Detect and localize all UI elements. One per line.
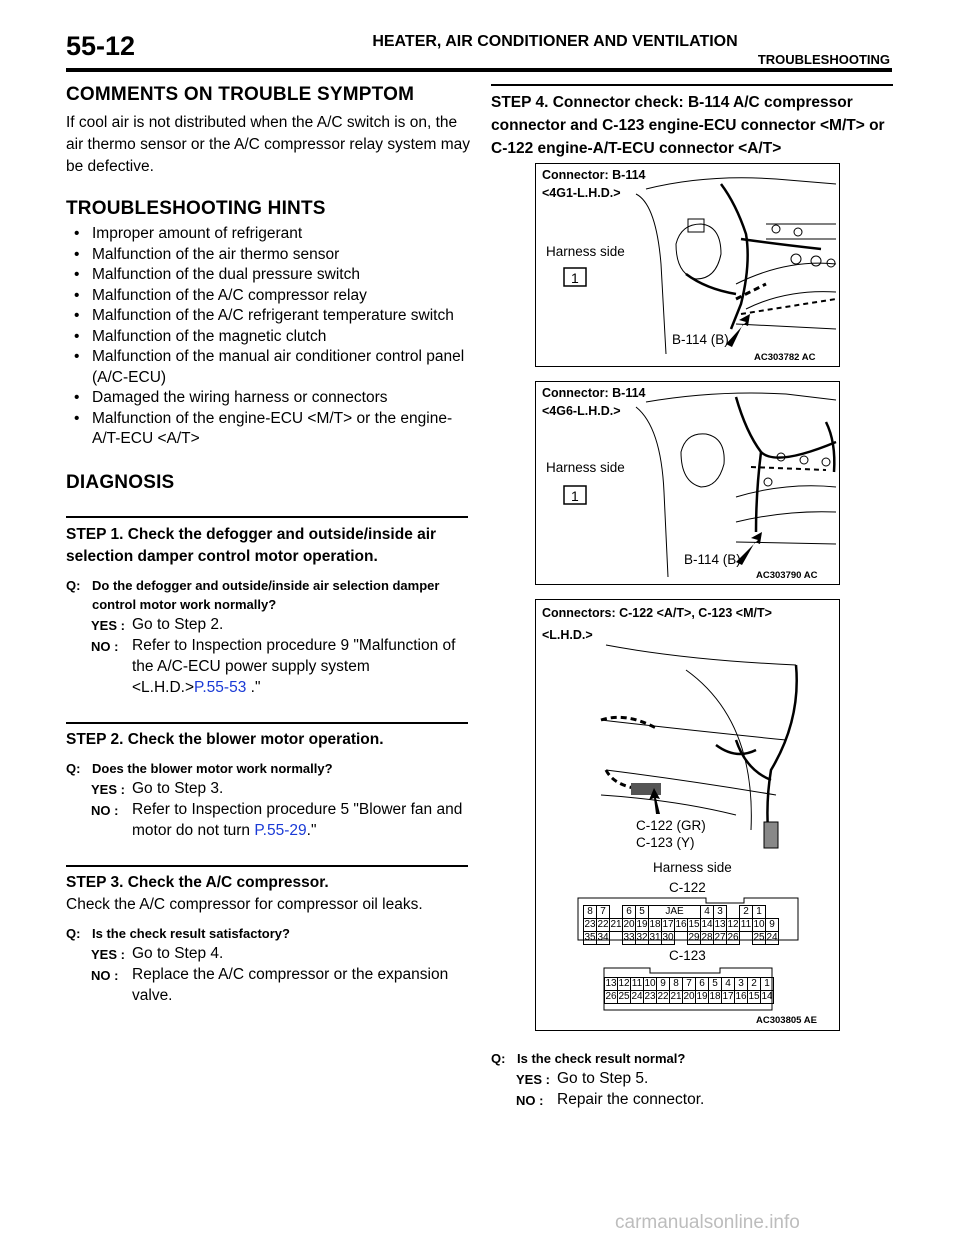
yes-text: Go to Step 4.	[132, 944, 224, 962]
comments-text: If cool air is not distributed when the A/C switch is on, the air thermo sensor or the A/C compressor relay system may be defective.	[66, 114, 470, 175]
yes-text: Go to Step 3.	[132, 779, 224, 797]
yes-text: Go to Step 5.	[557, 1070, 649, 1087]
dashboard-illustration	[536, 600, 839, 1030]
step2-rule	[66, 722, 468, 724]
step4-question	[491, 1049, 895, 1068]
step1-question	[66, 576, 470, 614]
step3-text: Check the A/C compressor for compressor oil leaks.	[66, 895, 423, 913]
section-title: HEATER, AIR CONDITIONER AND VENTILATION	[372, 33, 738, 50]
step4-yes	[491, 1068, 895, 1089]
list-item: • Malfunction of the magnetic clutch	[66, 327, 470, 348]
no-key: NO :	[91, 967, 119, 983]
c122-label: C-122	[669, 880, 706, 895]
svg-text:1: 1	[571, 488, 579, 504]
step4-title: STEP 4. Connector check: B-114 A/C compressor connector and C-123 engine-ECU connector <M/T> or C-122 engine-A/T-ECU connector <A/T>	[491, 94, 885, 157]
list-item: • Malfunction of the dual pressure switch	[66, 265, 470, 286]
step1-rule	[66, 516, 468, 518]
step1-no	[66, 635, 470, 698]
no-text: Refer to Inspection procedure 5 "Blower fan and motor do not turn	[132, 800, 463, 839]
no-key: NO :	[516, 1093, 544, 1108]
question-key: Q:	[66, 760, 81, 776]
question-text: Do the defogger and outside/inside air selection damper control motor work normally?	[92, 577, 440, 612]
c123-label: C-123	[669, 948, 706, 963]
list-item: • Malfunction of the A/C refrigerant temperature switch	[66, 306, 470, 327]
list-item: • Damaged the wiring harness or connectors	[66, 388, 470, 409]
question-text: Is the check result normal?	[517, 1051, 686, 1066]
step4-no	[491, 1089, 895, 1110]
list-item: • Malfunction of the engine-ECU <M/T> or the engine-A/T-ECU <A/T>	[66, 409, 470, 450]
step4-rule	[491, 84, 893, 86]
no-text: Repair the connector.	[557, 1091, 705, 1108]
section-subtitle: TROUBLESHOOTING	[757, 52, 890, 67]
yes-key: YES :	[91, 781, 125, 797]
step3-title: STEP 3. Check the A/C compressor.	[66, 873, 329, 891]
question-key: Q:	[491, 1051, 506, 1066]
step3-yes	[66, 943, 470, 964]
step2-question	[66, 759, 470, 778]
header-rule	[66, 68, 892, 72]
harness-label: Harness side	[653, 860, 732, 875]
step1-title: STEP 1. Check the defogger and outside/inside air selection damper control motor operation.	[66, 525, 437, 565]
step2-yes	[66, 778, 470, 799]
figure-code: AC303782 AC	[754, 352, 816, 363]
right-column	[491, 84, 895, 160]
variant-label: <4G1-L.H.D.>	[542, 186, 621, 200]
c122-pin-grid: 8 7 6 5 JAE 4 3 2 1 23 22 21 20 19 18 17 16 15 14 13 12 11 10 9 35 34 33 32 31 30 29 28 27 26 25 24	[584, 906, 778, 943]
left-column	[66, 84, 470, 1006]
no-text-end: ."	[246, 678, 261, 696]
connector-label: Connector: B-114	[542, 168, 646, 182]
diagnosis-heading: DIAGNOSIS	[66, 471, 175, 493]
variant-label: <L.H.D.>	[542, 628, 593, 642]
no-key: NO :	[91, 802, 119, 818]
connector-label: Connector: B-114	[542, 386, 646, 400]
question-text: Does the blower motor work normally?	[92, 760, 333, 776]
question-key: Q:	[66, 925, 81, 941]
harness-label: Harness side	[546, 244, 625, 259]
step3-question	[66, 924, 470, 943]
jae-label: JAE	[649, 906, 701, 919]
question-text: Is the check result satisfactory?	[92, 925, 290, 941]
step1-yes	[66, 614, 470, 635]
connector-tag-c122: C-122 (GR)	[636, 818, 706, 833]
svg-text:1: 1	[571, 270, 579, 286]
hints-heading: TROUBLESHOOTING HINTS	[66, 198, 326, 219]
connector-tag: B-114 (B)	[672, 332, 729, 347]
page-link-55-29[interactable]: P.55-29	[254, 821, 307, 839]
step4-answers	[491, 1049, 895, 1110]
no-text-end: ."	[306, 821, 317, 839]
list-item: • Malfunction of the A/C compressor relay	[66, 286, 470, 307]
step2-title: STEP 2. Check the blower motor operation.	[66, 730, 384, 748]
connector-label: Connectors: C-122 <A/T>, C-123 <M/T>	[542, 606, 772, 620]
comments-heading: COMMENTS ON TROUBLE SYMPTOM	[66, 84, 415, 105]
list-item: • Malfunction of the manual air conditioner control panel (A/C-ECU)	[66, 347, 470, 388]
list-item: • Improper amount of refrigerant	[66, 224, 470, 245]
harness-label: Harness side	[546, 460, 625, 475]
list-item: • Malfunction of the air thermo sensor	[66, 245, 470, 266]
figure-code: AC303805 AE	[756, 1015, 817, 1026]
connector-tag-c123: C-123 (Y)	[636, 835, 695, 850]
variant-label: <4G6-L.H.D.>	[542, 404, 621, 418]
yes-text: Go to Step 2.	[132, 615, 224, 633]
step3-no	[66, 964, 470, 1006]
figure-code: AC303790 AC	[756, 570, 818, 581]
step2-no	[66, 799, 470, 841]
watermark: carmanualsonline.info	[615, 1212, 800, 1233]
no-text: Replace the A/C compressor or the expansion valve.	[132, 965, 449, 1004]
no-key: NO :	[91, 638, 119, 654]
step3-rule	[66, 865, 468, 867]
page-link-55-53[interactable]: P.55-53	[194, 678, 247, 696]
no-text: Refer to Inspection procedure 9 "Malfunction of the A/C-ECU power supply system <L.H.D.>	[132, 636, 456, 696]
c123-pin-grid: 13 12 11 10 9 8 7 6 5 4 3 2 1 26 25 24 23 22 21 20 19 18 17 16 15 14	[605, 978, 773, 1002]
yes-key: YES :	[91, 617, 125, 633]
yes-key: YES :	[91, 946, 125, 962]
figure-c122-c123	[535, 599, 840, 1031]
hints-list	[66, 224, 470, 450]
question-key: Q:	[66, 577, 81, 593]
page-number: 55-12	[66, 31, 136, 61]
yes-key: YES :	[516, 1072, 550, 1087]
figure-b114-4g6	[535, 381, 840, 585]
figure-b114-4g1	[535, 163, 840, 367]
connector-tag: B-114 (B)	[684, 552, 741, 567]
